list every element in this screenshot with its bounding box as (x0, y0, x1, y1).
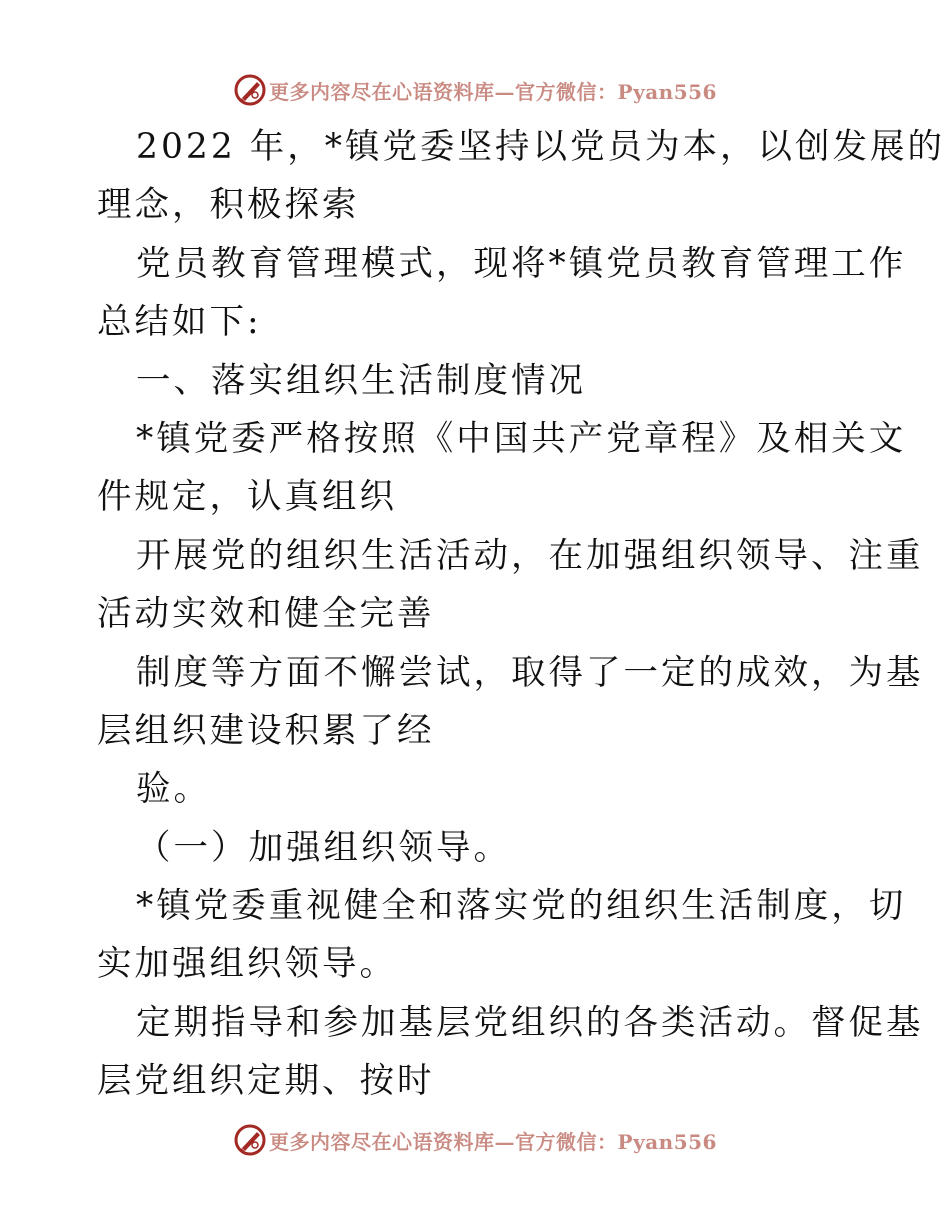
header-watermark-text: 更多内容尽在心语资料库—官方微信：Pyan556 (269, 79, 717, 104)
paragraph-line: 层组织建设积累了经 (97, 710, 435, 751)
paragraph-line: 理念，积极探索 (97, 185, 360, 226)
header-watermark (0, 73, 950, 107)
brand-logo-icon (233, 1123, 267, 1157)
paragraph-line: 活动实效和健全完善 (97, 594, 435, 635)
footer-watermark (0, 1123, 950, 1157)
paragraph-line: *镇党委严格按照《中国共产党章程》及相关文 (136, 418, 907, 459)
subsection-heading: （一）加强组织领导。 (136, 827, 511, 868)
section-heading: 一、落实组织生活制度情况 (136, 360, 586, 401)
paragraph-line: 制度等方面不懈尝试，取得了一定的成效，为基 (136, 652, 924, 693)
document-body (97, 118, 946, 1111)
paragraph-line: *镇党委重视健全和落实党的组织生活制度，切 (136, 886, 907, 927)
paragraph-line: 总结如下: (97, 302, 262, 343)
paragraph-line: 件规定，认真组织 (97, 477, 397, 518)
paragraph-line: 党员教育管理模式，现将*镇党员教育管理工作 (136, 243, 907, 284)
footer-watermark-text: 更多内容尽在心语资料库—官方微信：Pyan556 (269, 1129, 717, 1154)
paragraph-line: 层党组织定期、按时 (97, 1061, 435, 1102)
paragraph-line: 2022 年，*镇党委坚持以党员为本，以创发展的 (136, 127, 946, 167)
paragraph-line: 实加强组织领导。 (97, 944, 397, 985)
brand-logo-icon (233, 73, 267, 107)
paragraph-line: 验。 (136, 769, 211, 810)
paragraph-line: 开展党的组织生活活动，在加强组织领导、注重 (136, 535, 924, 576)
paragraph-line: 定期指导和参加基层党组织的各类活动。督促基 (136, 1002, 924, 1043)
